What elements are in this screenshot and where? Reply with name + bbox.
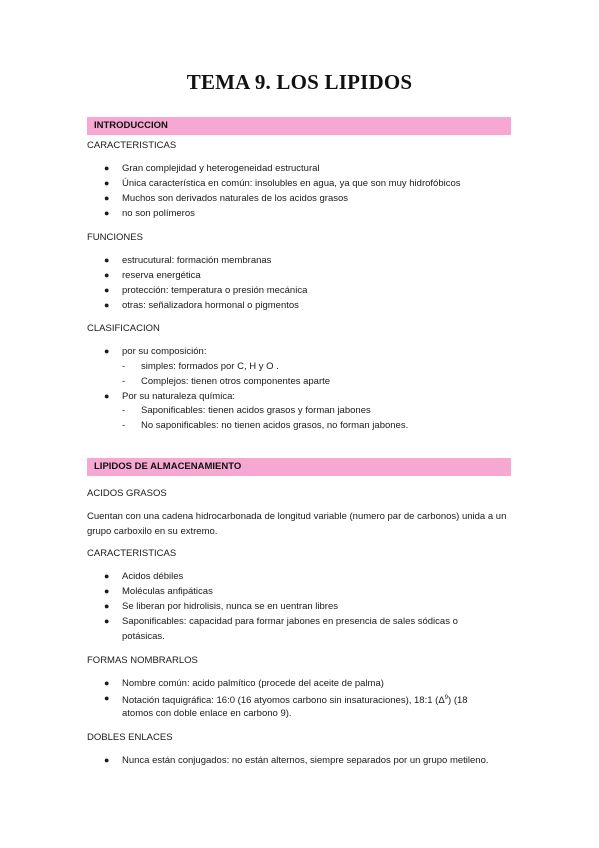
- bullet-icon: ●: [104, 678, 110, 688]
- dash-marker: -: [122, 361, 126, 372]
- bullet-icon: ●: [104, 193, 110, 203]
- subheading-caracteristicas: CARACTERISTICAS: [87, 140, 177, 151]
- subheading-acidos-grasos: ACIDOS GRASOS: [87, 488, 167, 499]
- notation-text: Notación taquigráfica: 16:0 (16 atyomos carbono sin insaturaciones), 18:1 (Δ: [122, 695, 445, 707]
- bullet-icon: ●: [104, 178, 110, 188]
- section-header-introduccion: INTRODUCCION: [87, 117, 511, 135]
- dash-marker: -: [122, 420, 126, 431]
- dash-marker: -: [122, 376, 126, 387]
- paragraph-acidos-grasos: Cuentan con una cadena hidrocarbonada de longitud variable (numero par de carbonos) unida a un grupo carboxilo en su extremo.: [87, 511, 507, 537]
- bullet-icon: ●: [104, 270, 110, 280]
- bullet-icon: ●: [104, 601, 110, 611]
- bullet-icon: ●: [104, 586, 110, 596]
- dash-marker: -: [122, 405, 126, 416]
- subheading-clasificacion: CLASIFICACION: [87, 323, 160, 334]
- bullet-icon: ●: [104, 616, 110, 626]
- page-title: TEMA 9. LOS LIPIDOS: [186, 70, 413, 94]
- list-item-continuation: potásicas.: [122, 631, 165, 642]
- bullet-icon: ●: [104, 391, 110, 401]
- subheading-formas-nombrarlos: FORMAS NOMBRARLOS: [87, 655, 198, 666]
- subheading-dobles-enlaces: DOBLES ENLACES: [87, 732, 173, 743]
- bullet-icon: ●: [104, 285, 110, 295]
- bullet-icon: ●: [104, 255, 110, 265]
- superscript: 9: [444, 695, 449, 701]
- subheading-caracteristicas-2: CARACTERISTICAS: [87, 548, 177, 559]
- bullet-icon: ●: [104, 693, 110, 703]
- bullet-icon: ●: [104, 755, 110, 765]
- bullet-icon: ●: [104, 300, 110, 310]
- bullet-icon: ●: [104, 163, 110, 173]
- bullet-icon: ●: [104, 571, 110, 581]
- notation-text-end: ) (18: [448, 695, 468, 707]
- bullet-icon: ●: [104, 346, 110, 356]
- list-item-continuation: atomos con doble enlace en carbono 9).: [122, 708, 292, 719]
- section-header-almacenamiento: LIPIDOS DE ALMACENAMIENTO: [87, 458, 511, 476]
- subheading-funciones: FUNCIONES: [87, 232, 143, 243]
- document-page: TEMA 9. LOS LIPIDOS INTRODUCCION CARACTERISTICAS ● Gran complejidad y heterogeneidad estructural ● Única característica en común: insolubles en agua, ya que son muy hidrofóbicos ● Muchos son derivados naturales de los acidos grasos ● no son polímeros FUNCIONES ● estrucutural: formación membranas ● reserva energética ● protección: temperatura o presión mecánica ● otras: señalizadora hormonal o pigmentos CLASIFICACION ● por su composición: - simples: formados por C, H y O . - Complejos: tienen otros componentes aparte ● Por su naturaleza química: - Saponificables: tienen acidos grasos y forman jabones - No saponificables: no tienen acidos grasos, no forman jabones. LIPIDOS DE ALMACENAMIENTO ACIDOS GRASOS Cuentan con una cadena hidrocarbonada de longitud variable (numero par de carbonos) unida a un grupo carboxilo en su extremo. CARACTERISTICAS ● Acidos débiles ● Moléculas anfipáticas ● Se liberan por hidrolisis, nunca se en uentran libres ● Saponificables: capacidad para formar jabones en presencia de sales sódicas o potásicas. FORMAS NOMBRARLOS ● Nombre común: acido palmítico (procede del aceite de palma) ● Notación taquigráfica: 16:0 (16 atyomos carbono sin insaturaciones), 18:1 $(\Delta^9)$ (18 atomos con doble enlace en carbono 9). DOBLES ENLACES ● Nunca están conjugados: no están alternos, siempre separados por un grupo metileno.: [0, 0, 599, 848]
- bullet-icon: ●: [104, 208, 110, 218]
